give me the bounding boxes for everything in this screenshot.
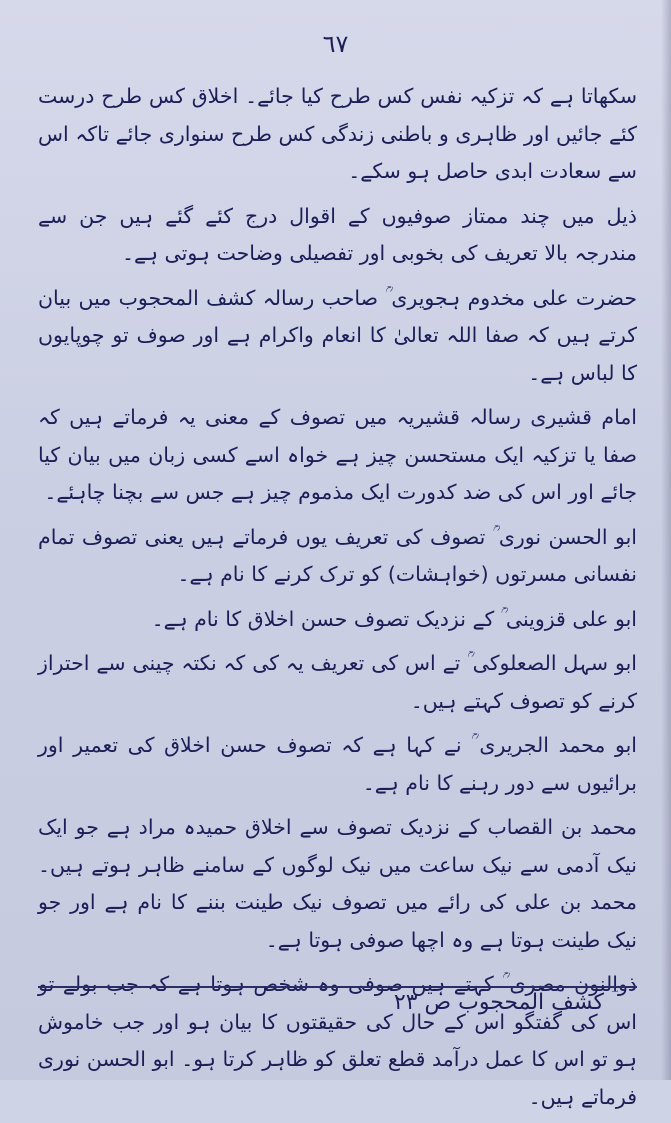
page-body bbox=[38, 78, 637, 1123]
paragraph-7: ابو سہل الصعلوکی ؒ تے اس کی تعریف یہ کی کہ نکتہ چینی سے احتراز کرنے کو تصوف کہتے ہیں۔ bbox=[38, 651, 637, 713]
footnote: ؔ کشف المحجوب ص ۲۳ bbox=[393, 990, 611, 1015]
paragraph-1: سکھاتا ہے کہ تزکیہ نفس کس طرح کیا جائے۔ اخلاق کس طرح درست کئے جائیں اور ظاہری و باطنی زندگی کس طرح سنواری جائے تاکہ اس سے سعادت ابدی حاصل ہو سکے۔ bbox=[38, 84, 637, 183]
paragraph-6: ابو علی قزوینی ؒ کے نزدیک تصوف حسن اخلاق کا نام ہے۔ bbox=[151, 606, 637, 631]
paragraph-9: محمد بن القصاب کے نزدیک تصوف سے اخلاق حمیدہ مراد ہے جو ایک نیک آدمی سے نیک ساعت میں نیک لوگوں کے سامنے ظاہر ہوتے ہیں۔ محمد بن علی کی رائے میں تصوف نیک طینت بننے کا نام ہے اور جو نیک طینت ہوتا ہے وہ اچھا صوفی ہوتا ہے۔ bbox=[38, 815, 637, 952]
paragraph-4: امام قشیری رسالہ قشیریہ میں تصوف کے معنی یہ فرماتے ہیں کہ صفا یا تزکیہ ایک مستحسن چیز ہے خواہ اسے کسی زبان میں بیان کیا جائے اور اس کی ضد کدورت ایک مذموم چیز ہے جس سے بچنا چاہئے۔ bbox=[38, 405, 637, 504]
paragraph-2: ذیل میں چند ممتاز صوفیوں کے اقوال درج کئے گئے ہیں جن سے مندرجہ بالا تعریف کی بخوبی اور تفصیلی وضاحت ہوتی ہے۔ bbox=[38, 203, 637, 265]
page-edge-shadow bbox=[661, 0, 671, 1080]
paragraph-10: ذوالنون مصری ؒ کہتے ہیں صوفی وہ شخص ہوتا ہے کہ جب بولے تو اس کی گفتگو اس کے حال کی حقیقتوں کا بیان ہو اور جب خاموش ہو تو اس کا عمل درآمد قطع تعلق کو ظاہر کرتا ہو۔ ابو الحسن نوری فرماتے ہیں۔ bbox=[38, 972, 637, 1109]
footnote-divider bbox=[38, 986, 637, 988]
paragraph-8: ابو محمد الجریری ؒ نے کہا ہے کہ تصوف حسن اخلاق کی تعمیر اور برائیوں سے دور رہنے کا نام ہے۔ bbox=[38, 733, 637, 795]
page-number: ٦٧ bbox=[322, 30, 349, 58]
paragraph-3: حضرت علی مخدوم ہجویری ؒ صاحب رسالہ کشف المحجوب میں بیان کرتے ہیں کہ صفا اللہ تعالیٰ کا انعام واکرام ہے اور صوف تو چوپایوں کا لباس ہے۔ bbox=[38, 285, 637, 385]
paragraph-5: ابو الحسن نوری ؒ تصوف کی تعریف یوں فرماتے ہیں یعنی تصوف تمام نفسانی مسرتوں (خواہشات) کو ترک کرنے کا نام ہے۔ bbox=[38, 524, 637, 586]
